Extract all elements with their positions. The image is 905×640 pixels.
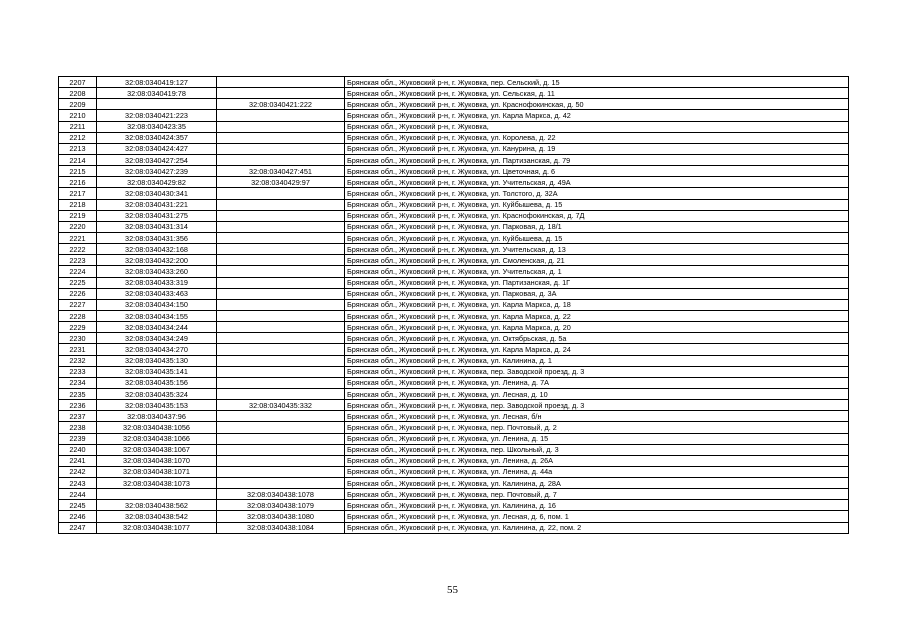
row-number-cell: 2209 — [59, 99, 97, 110]
address-cell: Брянская обл., Жуковский р-н, г. Жуковка, ул. Калинина, д. 22, пом. 2 — [345, 522, 849, 533]
linked-cadastral-number-cell — [217, 344, 345, 355]
cadastral-number-cell: 32:08:0340437:96 — [97, 411, 217, 422]
table-row — [59, 255, 849, 266]
table-row — [59, 366, 849, 377]
address-cell: Брянская обл., Жуковский р-н, г. Жуковка, ул. Калинина, д. 28А — [345, 478, 849, 489]
row-number-cell: 2213 — [59, 143, 97, 154]
linked-cadastral-number-cell — [217, 266, 345, 277]
table-row — [59, 221, 849, 232]
cadastral-number-cell: 32:08:0340432:200 — [97, 255, 217, 266]
row-number-cell: 2242 — [59, 466, 97, 477]
table-row — [59, 143, 849, 154]
linked-cadastral-number-cell — [217, 132, 345, 143]
linked-cadastral-number-cell — [217, 333, 345, 344]
cadastral-number-cell: 32:08:0340433:463 — [97, 288, 217, 299]
linked-cadastral-number-cell — [217, 366, 345, 377]
cadastral-number-cell: 32:08:0340438:562 — [97, 500, 217, 511]
table-row — [59, 444, 849, 455]
cadastral-number-cell: 32:08:0340430:341 — [97, 188, 217, 199]
linked-cadastral-number-cell — [217, 388, 345, 399]
address-cell: Брянская обл., Жуковский р-н, г. Жуковка, — [345, 121, 849, 132]
cadastral-number-cell: 32:08:0340431:275 — [97, 210, 217, 221]
cadastral-number-cell: 32:08:0340431:221 — [97, 199, 217, 210]
address-cell: Брянская обл., Жуковский р-н, г. Жуковка, ул. Партизанская, д. 1Г — [345, 277, 849, 288]
cadastral-number-cell: 32:08:0340435:141 — [97, 366, 217, 377]
table-row — [59, 288, 849, 299]
linked-cadastral-number-cell — [217, 154, 345, 165]
table-row — [59, 355, 849, 366]
table-row — [59, 422, 849, 433]
address-cell: Брянская обл., Жуковский р-н, г. Жуковка, ул. Куйбышева, д. 15 — [345, 232, 849, 243]
page-number: 55 — [447, 584, 458, 596]
address-cell: Брянская обл., Жуковский р-н, г. Жуковка, ул. Карла Маркса, д. 18 — [345, 299, 849, 310]
table-row — [59, 277, 849, 288]
linked-cadastral-number-cell — [217, 143, 345, 154]
address-cell: Брянская обл., Жуковский р-н, г. Жуковка, ул. Учительская, д. 49А — [345, 177, 849, 188]
table-row — [59, 333, 849, 344]
row-number-cell: 2214 — [59, 154, 97, 165]
row-number-cell: 2217 — [59, 188, 97, 199]
address-cell: Брянская обл., Жуковский р-н, г. Жуковка, ул. Учительская, д. 1 — [345, 266, 849, 277]
cadastral-number-cell: 32:08:0340435:130 — [97, 355, 217, 366]
cadastral-number-cell: 32:08:0340423:35 — [97, 121, 217, 132]
address-cell: Брянская обл., Жуковский р-н, г. Жуковка, ул. Парковая, д. 3А — [345, 288, 849, 299]
table-row — [59, 455, 849, 466]
row-number-cell: 2227 — [59, 299, 97, 310]
linked-cadastral-number-cell — [217, 188, 345, 199]
row-number-cell: 2223 — [59, 255, 97, 266]
linked-cadastral-number-cell: 32:08:0340421:222 — [217, 99, 345, 110]
table-row — [59, 232, 849, 243]
address-cell: Брянская обл., Жуковский р-н, г. Жуковка, ул. Учительская, д. 13 — [345, 244, 849, 255]
row-number-cell: 2210 — [59, 110, 97, 121]
linked-cadastral-number-cell: 32:08:0340429:97 — [217, 177, 345, 188]
table-row — [59, 177, 849, 188]
address-cell: Брянская обл., Жуковский р-н, г. Жуковка, пер. Почтовый, д. 2 — [345, 422, 849, 433]
linked-cadastral-number-cell — [217, 110, 345, 121]
cadastral-number-cell — [97, 99, 217, 110]
address-cell: Брянская обл., Жуковский р-н, г. Жуковка, ул. Сельская, д. 11 — [345, 88, 849, 99]
address-cell: Брянская обл., Жуковский р-н, г. Жуковка, ул. Королева, д. 22 — [345, 132, 849, 143]
cadastral-number-cell: 32:08:0340438:1077 — [97, 522, 217, 533]
linked-cadastral-number-cell — [217, 433, 345, 444]
row-number-cell: 2235 — [59, 388, 97, 399]
linked-cadastral-number-cell — [217, 466, 345, 477]
address-cell: Брянская обл., Жуковский р-н, г. Жуковка, ул. Октябрьская, д. 5а — [345, 333, 849, 344]
row-number-cell: 2211 — [59, 121, 97, 132]
cadastral-number-cell: 32:08:0340435:156 — [97, 377, 217, 388]
address-cell: Брянская обл., Жуковский р-н, г. Жуковка, пер. Заводской проезд, д. 3 — [345, 400, 849, 411]
address-cell: Брянская обл., Жуковский р-н, г. Жуковка, ул. Краснофокинская, д. 7Д — [345, 210, 849, 221]
address-cell: Брянская обл., Жуковский р-н, г. Жуковка, ул. Лесная, б/н — [345, 411, 849, 422]
linked-cadastral-number-cell — [217, 121, 345, 132]
address-cell: Брянская обл., Жуковский р-н, г. Жуковка, ул. Парковая, д. 18/1 — [345, 221, 849, 232]
linked-cadastral-number-cell — [217, 232, 345, 243]
cadastral-number-cell: 32:08:0340434:155 — [97, 310, 217, 321]
cadastral-number-cell: 32:08:0340433:260 — [97, 266, 217, 277]
linked-cadastral-number-cell — [217, 422, 345, 433]
row-number-cell: 2216 — [59, 177, 97, 188]
address-cell: Брянская обл., Жуковский р-н, г. Жуковка, ул. Ленина, д. 7А — [345, 377, 849, 388]
row-number-cell: 2208 — [59, 88, 97, 99]
row-number-cell: 2244 — [59, 489, 97, 500]
row-number-cell: 2225 — [59, 277, 97, 288]
linked-cadastral-number-cell — [217, 299, 345, 310]
cadastral-number-cell: 32:08:0340438:1067 — [97, 444, 217, 455]
table-row — [59, 411, 849, 422]
row-number-cell: 2212 — [59, 132, 97, 143]
row-number-cell: 2239 — [59, 433, 97, 444]
row-number-cell: 2230 — [59, 333, 97, 344]
table-row — [59, 478, 849, 489]
cadastral-number-cell: 32:08:0340438:542 — [97, 511, 217, 522]
address-cell: Брянская обл., Жуковский р-н, г. Жуковка, ул. Ленина, д. 44а — [345, 466, 849, 477]
linked-cadastral-number-cell: 32:08:0340435:332 — [217, 400, 345, 411]
address-cell: Брянская обл., Жуковский р-н, г. Жуковка, ул. Партизанская, д. 79 — [345, 154, 849, 165]
cadastral-number-cell: 32:08:0340424:357 — [97, 132, 217, 143]
address-cell: Брянская обл., Жуковский р-н, г. Жуковка, ул. Калинина, д. 1 — [345, 355, 849, 366]
address-cell: Брянская обл., Жуковский р-н, г. Жуковка, ул. Карла Маркса, д. 42 — [345, 110, 849, 121]
linked-cadastral-number-cell: 32:08:0340438:1084 — [217, 522, 345, 533]
row-number-cell: 2231 — [59, 344, 97, 355]
cadastral-number-cell: 32:08:0340438:1056 — [97, 422, 217, 433]
row-number-cell: 2229 — [59, 322, 97, 333]
linked-cadastral-number-cell — [217, 88, 345, 99]
address-cell: Брянская обл., Жуковский р-н, г. Жуковка, пер. Сельский, д. 15 — [345, 77, 849, 88]
row-number-cell: 2247 — [59, 522, 97, 533]
linked-cadastral-number-cell: 32:08:0340438:1079 — [217, 500, 345, 511]
cadastral-number-cell: 32:08:0340434:249 — [97, 333, 217, 344]
table-row — [59, 166, 849, 177]
linked-cadastral-number-cell — [217, 277, 345, 288]
row-number-cell: 2241 — [59, 455, 97, 466]
cadastral-number-cell: 32:08:0340438:1071 — [97, 466, 217, 477]
table-row — [59, 344, 849, 355]
row-number-cell: 2234 — [59, 377, 97, 388]
address-cell: Брянская обл., Жуковский р-н, г. Жуковка, ул. Лесная, д. 6, пом. 1 — [345, 511, 849, 522]
table-row — [59, 88, 849, 99]
row-number-cell: 2220 — [59, 221, 97, 232]
linked-cadastral-number-cell — [217, 221, 345, 232]
address-cell: Брянская обл., Жуковский р-н, г. Жуковка, ул. Цветочная, д. 6 — [345, 166, 849, 177]
linked-cadastral-number-cell — [217, 322, 345, 333]
linked-cadastral-number-cell — [217, 355, 345, 366]
table-row — [59, 511, 849, 522]
linked-cadastral-number-cell — [217, 288, 345, 299]
row-number-cell: 2232 — [59, 355, 97, 366]
cadastral-number-cell: 32:08:0340438:1066 — [97, 433, 217, 444]
table-row — [59, 266, 849, 277]
linked-cadastral-number-cell — [217, 478, 345, 489]
linked-cadastral-number-cell — [217, 199, 345, 210]
cadastral-number-cell: 32:08:0340431:314 — [97, 221, 217, 232]
cadastral-number-cell: 32:08:0340427:239 — [97, 166, 217, 177]
row-number-cell: 2240 — [59, 444, 97, 455]
table-row — [59, 210, 849, 221]
cadastral-number-cell: 32:08:0340421:223 — [97, 110, 217, 121]
cadastral-number-cell: 32:08:0340435:324 — [97, 388, 217, 399]
table-row — [59, 99, 849, 110]
cadastral-number-cell: 32:08:0340427:254 — [97, 154, 217, 165]
row-number-cell: 2218 — [59, 199, 97, 210]
linked-cadastral-number-cell — [217, 411, 345, 422]
linked-cadastral-number-cell — [217, 77, 345, 88]
cadastral-number-cell — [97, 489, 217, 500]
cadastral-number-cell: 32:08:0340433:319 — [97, 277, 217, 288]
cadastral-number-cell: 32:08:0340434:150 — [97, 299, 217, 310]
address-cell: Брянская обл., Жуковский р-н, г. Жуковка, ул. Краснофокинская, д. 50 — [345, 99, 849, 110]
table-row — [59, 154, 849, 165]
table-row — [59, 299, 849, 310]
row-number-cell: 2238 — [59, 422, 97, 433]
linked-cadastral-number-cell: 32:08:0340427:451 — [217, 166, 345, 177]
row-number-cell: 2233 — [59, 366, 97, 377]
linked-cadastral-number-cell — [217, 210, 345, 221]
table-row — [59, 199, 849, 210]
table-row — [59, 466, 849, 477]
row-number-cell: 2245 — [59, 500, 97, 511]
row-number-cell: 2224 — [59, 266, 97, 277]
cadastral-number-cell: 32:08:0340438:1070 — [97, 455, 217, 466]
address-cell: Брянская обл., Жуковский р-н, г. Жуковка, пер. Школьный, д. 3 — [345, 444, 849, 455]
linked-cadastral-number-cell: 32:08:0340438:1078 — [217, 489, 345, 500]
table-row — [59, 244, 849, 255]
table-row — [59, 522, 849, 533]
address-cell: Брянская обл., Жуковский р-н, г. Жуковка, ул. Карла Маркса, д. 24 — [345, 344, 849, 355]
address-cell: Брянская обл., Жуковский р-н, г. Жуковка, ул. Куйбышева, д. 15 — [345, 199, 849, 210]
address-cell: Брянская обл., Жуковский р-н, г. Жуковка, ул. Лесная, д. 10 — [345, 388, 849, 399]
address-cell: Брянская обл., Жуковский р-н, г. Жуковка, ул. Толстого, д. 32А — [345, 188, 849, 199]
table-row — [59, 77, 849, 88]
row-number-cell: 2215 — [59, 166, 97, 177]
table-row — [59, 500, 849, 511]
cadastral-number-cell: 32:08:0340434:270 — [97, 344, 217, 355]
property-table — [58, 76, 849, 534]
address-cell: Брянская обл., Жуковский р-н, г. Жуковка, пер. Почтовый, д. 7 — [345, 489, 849, 500]
row-number-cell: 2222 — [59, 244, 97, 255]
address-cell: Брянская обл., Жуковский р-н, г. Жуковка, ул. Канурина, д. 19 — [345, 143, 849, 154]
address-cell: Брянская обл., Жуковский р-н, г. Жуковка, ул. Карла Маркса, д. 20 — [345, 322, 849, 333]
cadastral-number-cell: 32:08:0340435:153 — [97, 400, 217, 411]
row-number-cell: 2226 — [59, 288, 97, 299]
row-number-cell: 2236 — [59, 400, 97, 411]
table-row — [59, 489, 849, 500]
linked-cadastral-number-cell — [217, 377, 345, 388]
table-row — [59, 400, 849, 411]
table-row — [59, 121, 849, 132]
row-number-cell: 2246 — [59, 511, 97, 522]
row-number-cell: 2221 — [59, 232, 97, 243]
table-row — [59, 388, 849, 399]
table-row — [59, 110, 849, 121]
table-row — [59, 377, 849, 388]
cadastral-number-cell: 32:08:0340438:1073 — [97, 478, 217, 489]
row-number-cell: 2243 — [59, 478, 97, 489]
address-cell: Брянская обл., Жуковский р-н, г. Жуковка, пер. Заводской проезд, д. 3 — [345, 366, 849, 377]
cadastral-number-cell: 32:08:0340424:427 — [97, 143, 217, 154]
cadastral-number-cell: 32:08:0340432:168 — [97, 244, 217, 255]
cadastral-number-cell: 32:08:0340419:78 — [97, 88, 217, 99]
table-row — [59, 132, 849, 143]
linked-cadastral-number-cell: 32:08:0340438:1080 — [217, 511, 345, 522]
row-number-cell: 2219 — [59, 210, 97, 221]
cadastral-number-cell: 32:08:0340429:82 — [97, 177, 217, 188]
cadastral-number-cell: 32:08:0340419:127 — [97, 77, 217, 88]
table-row — [59, 322, 849, 333]
linked-cadastral-number-cell — [217, 444, 345, 455]
row-number-cell: 2237 — [59, 411, 97, 422]
linked-cadastral-number-cell — [217, 455, 345, 466]
row-number-cell: 2228 — [59, 310, 97, 321]
linked-cadastral-number-cell — [217, 310, 345, 321]
table-body — [59, 77, 849, 534]
linked-cadastral-number-cell — [217, 244, 345, 255]
table-row — [59, 188, 849, 199]
address-cell: Брянская обл., Жуковский р-н, г. Жуковка, ул. Ленина, д. 15 — [345, 433, 849, 444]
table-row — [59, 433, 849, 444]
linked-cadastral-number-cell — [217, 255, 345, 266]
address-cell: Брянская обл., Жуковский р-н, г. Жуковка, ул. Калинина, д. 16 — [345, 500, 849, 511]
row-number-cell: 2207 — [59, 77, 97, 88]
address-cell: Брянская обл., Жуковский р-н, г. Жуковка, ул. Ленина, д. 26А — [345, 455, 849, 466]
cadastral-number-cell: 32:08:0340431:356 — [97, 232, 217, 243]
cadastral-number-cell: 32:08:0340434:244 — [97, 322, 217, 333]
table-row — [59, 310, 849, 321]
address-cell: Брянская обл., Жуковский р-н, г. Жуковка, ул. Карла Маркса, д. 22 — [345, 310, 849, 321]
address-cell: Брянская обл., Жуковский р-н, г. Жуковка, ул. Смоленская, д. 21 — [345, 255, 849, 266]
